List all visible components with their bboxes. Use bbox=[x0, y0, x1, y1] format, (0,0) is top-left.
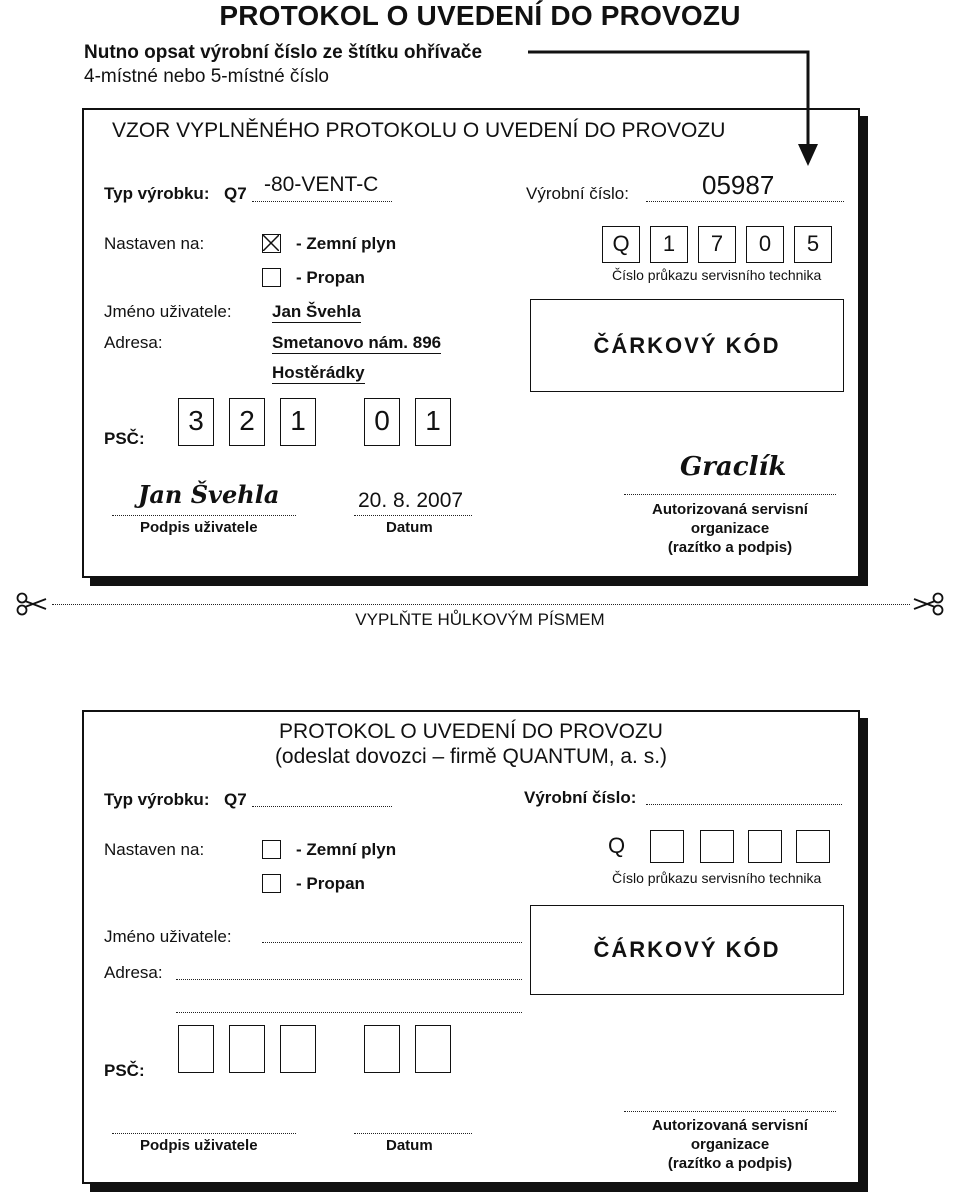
form-user-field[interactable] bbox=[262, 942, 522, 943]
type-prefix: Q7 bbox=[224, 184, 247, 203]
form-psc-box[interactable] bbox=[364, 1025, 400, 1073]
signature-dots bbox=[112, 515, 296, 516]
form-tech-box[interactable] bbox=[796, 830, 830, 863]
form-gas-option-label: - Zemní plyn bbox=[296, 840, 397, 859]
date-dots bbox=[354, 515, 472, 516]
form-barcode-box: ČÁRKOVÝ KÓD bbox=[530, 905, 844, 995]
psc-digit: 1 bbox=[415, 398, 451, 446]
date-caption: Datum bbox=[386, 519, 433, 536]
form-date-field[interactable] bbox=[354, 1133, 472, 1134]
address-line2: Hostěrádky bbox=[272, 363, 365, 382]
serial-note-sub: 4-místné nebo 5-místné číslo bbox=[84, 66, 329, 87]
type-dots bbox=[252, 201, 392, 202]
org-caption-1: Autorizovaná servisní bbox=[652, 501, 808, 518]
barcode-box: ČÁRKOVÝ KÓD bbox=[530, 299, 844, 392]
form-psc-box[interactable] bbox=[229, 1025, 265, 1073]
tech-digit: 7 bbox=[698, 226, 736, 263]
user-value: Jan Švehla bbox=[272, 302, 361, 321]
tech-digit: 1 bbox=[650, 226, 688, 263]
cut-line bbox=[52, 604, 910, 605]
org-dots bbox=[624, 494, 836, 495]
form-date-caption: Datum bbox=[386, 1137, 433, 1154]
form-signature-caption: Podpis uživatele bbox=[140, 1137, 258, 1154]
form-heading-1: PROTOKOL O UVEDENÍ DO PROVOZU bbox=[279, 720, 663, 743]
cut-instruction: VYPLŇTE HŮLKOVÝM PÍSMEM bbox=[355, 610, 605, 629]
form-org-caption-1: Autorizovaná servisní bbox=[652, 1117, 808, 1134]
serial-value: 05987 bbox=[702, 170, 775, 200]
address-line1: Smetanovo nám. 896 bbox=[272, 333, 442, 352]
serial-dots bbox=[646, 201, 844, 202]
set-label: Nastaven na: bbox=[104, 234, 205, 253]
propane-checkbox[interactable] bbox=[262, 268, 281, 287]
form-heading-2: (odeslat dovozci – firmě QUANTUM, a. s.) bbox=[274, 745, 668, 768]
form-type-field[interactable] bbox=[252, 806, 392, 807]
arrow-icon bbox=[0, 0, 960, 200]
form-psc-box[interactable] bbox=[280, 1025, 316, 1073]
user-label: Jméno uživatele: bbox=[104, 302, 232, 321]
serial-label: Výrobní číslo: bbox=[526, 184, 629, 203]
sample-heading: VZOR VYPLNĚNÉHO PROTOKOLU O UVEDENÍ DO PROVOZU bbox=[112, 119, 726, 142]
tech-caption: Číslo průkazu servisního technika bbox=[612, 267, 822, 283]
gas-checkbox[interactable] bbox=[262, 234, 281, 253]
form-org-field[interactable] bbox=[624, 1111, 836, 1112]
type-label: Typ výrobku: bbox=[104, 184, 210, 203]
form-tech-box[interactable] bbox=[748, 830, 782, 863]
psc-digit: 0 bbox=[364, 398, 400, 446]
form-gas-checkbox[interactable] bbox=[262, 840, 281, 859]
psc-digit: 1 bbox=[280, 398, 316, 446]
form-address-label: Adresa: bbox=[104, 963, 163, 982]
psc-label: PSČ: bbox=[104, 429, 145, 448]
org-caption-3: (razítko a podpis) bbox=[667, 539, 793, 556]
address-label: Adresa: bbox=[104, 333, 163, 352]
form-type-label: Typ výrobku: bbox=[104, 790, 210, 809]
org-caption-2: organizace bbox=[690, 520, 770, 537]
form-psc-label: PSČ: bbox=[104, 1061, 145, 1080]
serial-note: Nutno opsat výrobní číslo ze štítku ohřívače bbox=[84, 42, 483, 63]
form-org-caption-3: (razítko a podpis) bbox=[667, 1155, 793, 1172]
form-psc-box[interactable] bbox=[178, 1025, 214, 1073]
form-org-caption-2: organizace bbox=[690, 1136, 770, 1153]
gas-option-label: - Zemní plyn bbox=[296, 234, 397, 253]
form-tech-first: Q bbox=[608, 833, 626, 858]
form-type-prefix: Q7 bbox=[224, 790, 247, 809]
psc-digit: 2 bbox=[229, 398, 265, 446]
form-tech-box[interactable] bbox=[650, 830, 684, 863]
form-address-field-2[interactable] bbox=[176, 1012, 522, 1013]
tech-digit: 5 bbox=[794, 226, 832, 263]
form-propane-option-label: - Propan bbox=[296, 874, 365, 893]
form-psc-box[interactable] bbox=[415, 1025, 451, 1073]
page-title: PROTOKOL O UVEDENÍ DO PROVOZU bbox=[219, 0, 741, 31]
form-set-label: Nastaven na: bbox=[104, 840, 205, 859]
signature-caption: Podpis uživatele bbox=[140, 519, 258, 536]
form-serial-field[interactable] bbox=[646, 804, 842, 805]
form-serial-label: Výrobní číslo: bbox=[524, 788, 637, 807]
propane-option-label: - Propan bbox=[296, 268, 365, 287]
tech-digit: 0 bbox=[746, 226, 784, 263]
psc-digit: 3 bbox=[178, 398, 214, 446]
org-signature: Graclík bbox=[680, 452, 787, 482]
tech-digit: Q bbox=[602, 226, 640, 263]
form-signature-field[interactable] bbox=[112, 1133, 296, 1134]
user-signature: Jan Švehla bbox=[138, 480, 280, 509]
date-value: 20. 8. 2007 bbox=[358, 489, 464, 512]
check-cross-icon bbox=[263, 235, 279, 251]
form-user-label: Jméno uživatele: bbox=[104, 927, 232, 946]
type-value: -80-VENT-C bbox=[264, 173, 379, 196]
form-tech-caption: Číslo průkazu servisního technika bbox=[612, 870, 822, 886]
form-tech-box[interactable] bbox=[700, 830, 734, 863]
form-propane-checkbox[interactable] bbox=[262, 874, 281, 893]
form-address-field[interactable] bbox=[176, 979, 522, 980]
